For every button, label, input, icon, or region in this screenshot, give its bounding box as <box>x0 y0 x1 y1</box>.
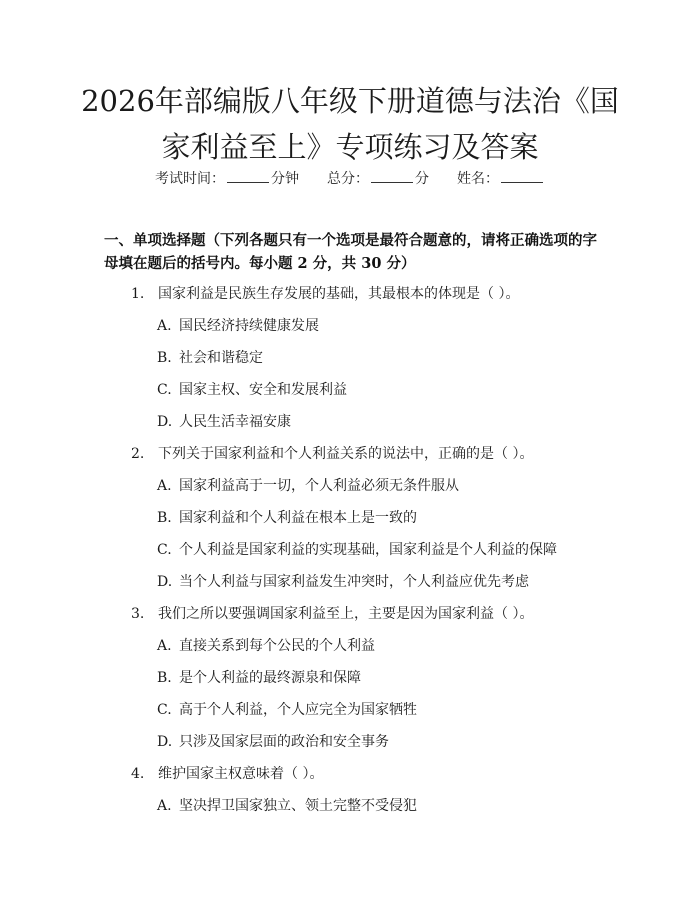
option-3b[interactable] <box>157 667 361 687</box>
exam-time-label: 考试时间： <box>155 171 225 187</box>
option-text: 国民经济持续健康发展 <box>179 318 319 334</box>
question-stem: 维护国家主权意味着（ ）。 <box>158 766 324 782</box>
option-3c[interactable] <box>157 699 417 719</box>
option-1d[interactable] <box>157 411 291 431</box>
question-2 <box>131 443 533 463</box>
option-letter: D. <box>157 574 173 590</box>
student-name-label: 姓名： <box>457 171 499 187</box>
option-letter: C. <box>157 382 172 398</box>
option-text: 社会和谐稳定 <box>179 350 263 366</box>
option-text: 个人利益是国家利益的实现基础，国家利益是个人利益的保障 <box>179 542 557 558</box>
exam-time-field <box>155 171 299 187</box>
question-1 <box>131 283 519 303</box>
student-name-field <box>457 171 545 187</box>
question-4 <box>131 763 323 783</box>
option-letter: D. <box>157 734 173 750</box>
option-3d[interactable] <box>157 731 389 751</box>
option-text: 只涉及国家层面的政治和安全事务 <box>179 734 389 750</box>
total-score-field <box>327 171 429 187</box>
option-letter: A. <box>157 478 172 494</box>
option-text: 国家利益和个人利益在根本上是一致的 <box>179 510 417 526</box>
total-score-blank[interactable] <box>371 170 413 183</box>
total-score-label: 总分： <box>327 171 369 187</box>
exam-time-unit: 分钟 <box>271 171 299 187</box>
option-letter: A. <box>157 318 172 334</box>
option-letter: D. <box>157 414 173 430</box>
student-name-blank[interactable] <box>501 170 543 183</box>
option-letter: C. <box>157 542 172 558</box>
question-number: 1. <box>131 286 145 302</box>
option-text: 国家主权、安全和发展利益 <box>179 382 347 398</box>
question-stem: 我们之所以要强调国家利益至上，主要是因为国家利益（ ）。 <box>158 606 534 622</box>
section-heading: 一、单项选择题（下列各题只有一个选项是最符合题意的，请将正确选项的字母填在题后的括号内。每小题 2 分，共 30 分） <box>104 232 597 272</box>
option-1c[interactable] <box>157 379 347 399</box>
total-score-unit: 分 <box>415 171 429 187</box>
option-letter: B. <box>157 670 172 686</box>
question-number: 3. <box>131 606 145 622</box>
option-letter: A. <box>157 638 172 654</box>
option-text: 国家利益高于一切，个人利益必须无条件服从 <box>179 478 459 494</box>
option-letter: B. <box>157 510 172 526</box>
question-stem: 下列关于国家利益和个人利益关系的说法中，正确的是（ ）。 <box>158 446 534 462</box>
question-number: 4. <box>131 766 145 782</box>
option-1b[interactable] <box>157 347 263 367</box>
option-text: 坚决捍卫国家独立、领土完整不受侵犯 <box>179 798 417 814</box>
option-2a[interactable] <box>157 475 459 495</box>
exam-time-blank[interactable] <box>227 170 269 183</box>
option-1a[interactable] <box>157 315 319 335</box>
question-stem: 国家利益是民族生存发展的基础，其最根本的体现是（ ）。 <box>158 286 520 302</box>
option-4a[interactable] <box>157 795 417 815</box>
option-letter: B. <box>157 350 172 366</box>
question-3 <box>131 603 533 623</box>
option-2c[interactable] <box>157 539 557 559</box>
option-2b[interactable] <box>157 507 417 527</box>
option-text: 是个人利益的最终源泉和保障 <box>179 670 361 686</box>
question-number: 2. <box>131 446 145 462</box>
option-2d[interactable] <box>157 571 529 591</box>
option-letter: A. <box>157 798 172 814</box>
option-text: 高于个人利益，个人应完全为国家牺牲 <box>179 702 417 718</box>
option-3a[interactable] <box>157 635 375 655</box>
option-text: 人民生活幸福安康 <box>179 414 291 430</box>
document-title: 2026年部编版八年级下册道德与法治《国家利益至上》专项练习及答案 <box>81 84 619 164</box>
option-text: 当个人利益与国家利益发生冲突时，个人利益应优先考虑 <box>179 574 529 590</box>
option-letter: C. <box>157 702 172 718</box>
exam-meta-line <box>0 168 700 188</box>
option-text: 直接关系到每个公民的个人利益 <box>179 638 375 654</box>
